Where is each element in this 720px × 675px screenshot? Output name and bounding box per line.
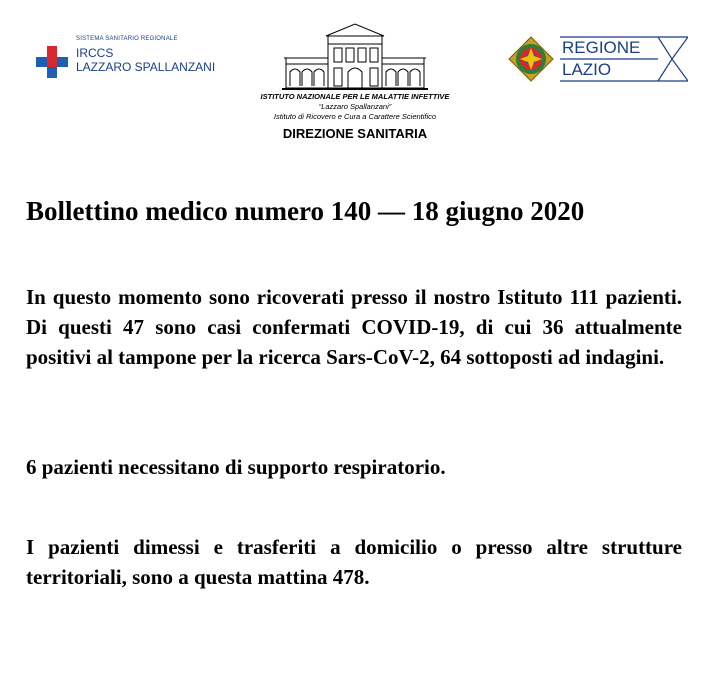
document-header [0,0,720,160]
irccs-logo [36,36,236,86]
irccs-name-line2: LAZZARO SPALLANZANI [76,60,216,74]
bulletin-paragraph-patients: In questo momento sono ricoverati presso il nostro Istituto 111 pazienti. Di questi 47 sono casi confermati COVID-19, di cui 36 attualmente positivi al tampone per la ricerca Sars-CoV-2, 64 sottoposti ad indagini. [26,285,682,369]
lazio-label: LAZIO [562,60,612,79]
bulletin-paragraph-respiratory: 6 pazienti necessitano di supporto respiratorio. [26,455,446,479]
institute-building-logo [282,22,428,92]
bulletin-paragraph-discharged: I pazienti dimessi e trasferiti a domicilio o presso altre strutture territoriali, sono a questa mattina 478. [26,535,682,589]
regione-label: REGIONE [562,38,641,57]
institute-text-block [200,92,510,143]
irccs-system-label: SISTEMA SANITARIO REGIONALE [76,36,178,42]
regione-lazio-logo [508,36,688,84]
institute-title: ISTITUTO NAZIONALE PER LE MALATTIE INFETTIVE [260,92,450,101]
medical-cross-icon [36,46,68,78]
institute-subtitle: Istituto di Ricovero e Cura a Carattere Scientifico [273,112,437,121]
irccs-name-line1: IRCCS [76,46,114,60]
bulletin-title: Bollettino medico numero 140 — 18 giugno 2020 [26,196,585,226]
regione-emblem-icon [508,36,554,82]
institute-name: “Lazzaro Spallanzani” [318,102,392,111]
direction-label: DIREZIONE SANITARIA [282,126,428,141]
